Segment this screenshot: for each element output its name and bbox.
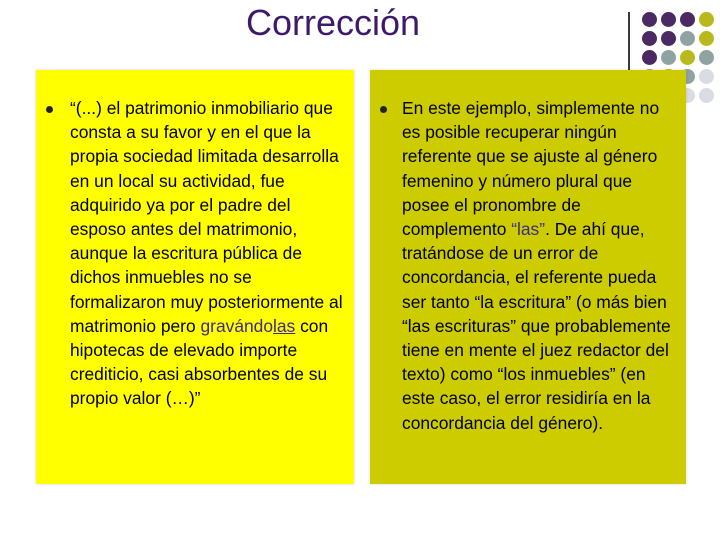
decor-dot [680, 12, 695, 27]
decor-dot [699, 31, 714, 46]
highlighted-pronoun: “las” [511, 219, 546, 240]
decor-dot [680, 31, 695, 46]
highlighted-verb: gravándo [200, 315, 274, 336]
quote-box [36, 70, 354, 484]
explanation-text-end: . De ahí que, tratándose de un error de concordancia, el referente pueda ser tanto “la escritura” (o más bien “las escrituras” que probablemente tiene en mente el juez redactor del texto) como “los inmuebles” (en este caso, el error residiría en la concordancia del género). [402, 219, 671, 433]
decor-dot [661, 31, 676, 46]
decor-dot [661, 50, 676, 65]
decor-dot [642, 50, 657, 65]
decor-dot [642, 31, 657, 46]
decor-dot [699, 88, 714, 103]
quote-text-start: “(...) el patrimonio inmobiliario que consta a su favor y en el que la propia sociedad limitada desarrolla en un local su actividad, fue adquirido ya por el padre del esposo antes del matrimonio, aunque la escritura pública de dichos inmuebles no se formalizaron muy posteriormente al matrimonio pero [70, 98, 343, 336]
decor-dot [699, 50, 714, 65]
decor-dot [642, 12, 657, 27]
bullet-point [46, 106, 53, 113]
explanation-text-start: En este ejemplo, simplemente no es posible recuperar ningún referente que se ajuste al género femenino y número plural que posee el pronombre de complemento [402, 98, 660, 240]
explanation-box [370, 70, 686, 484]
quote-paragraph [70, 96, 346, 411]
quote-text-end: con hipotecas de elevado importe crediticio, casi absorbentes de su propio valor (…)” [70, 315, 329, 409]
page-title: Corrección [245, 2, 421, 43]
decor-dot [699, 69, 714, 84]
decor-dot [661, 12, 676, 27]
decor-dot [699, 12, 714, 27]
decor-dot [680, 50, 695, 65]
explanation-paragraph [402, 96, 682, 435]
highlighted-pronoun: las [273, 315, 296, 336]
bullet-point [380, 106, 387, 113]
